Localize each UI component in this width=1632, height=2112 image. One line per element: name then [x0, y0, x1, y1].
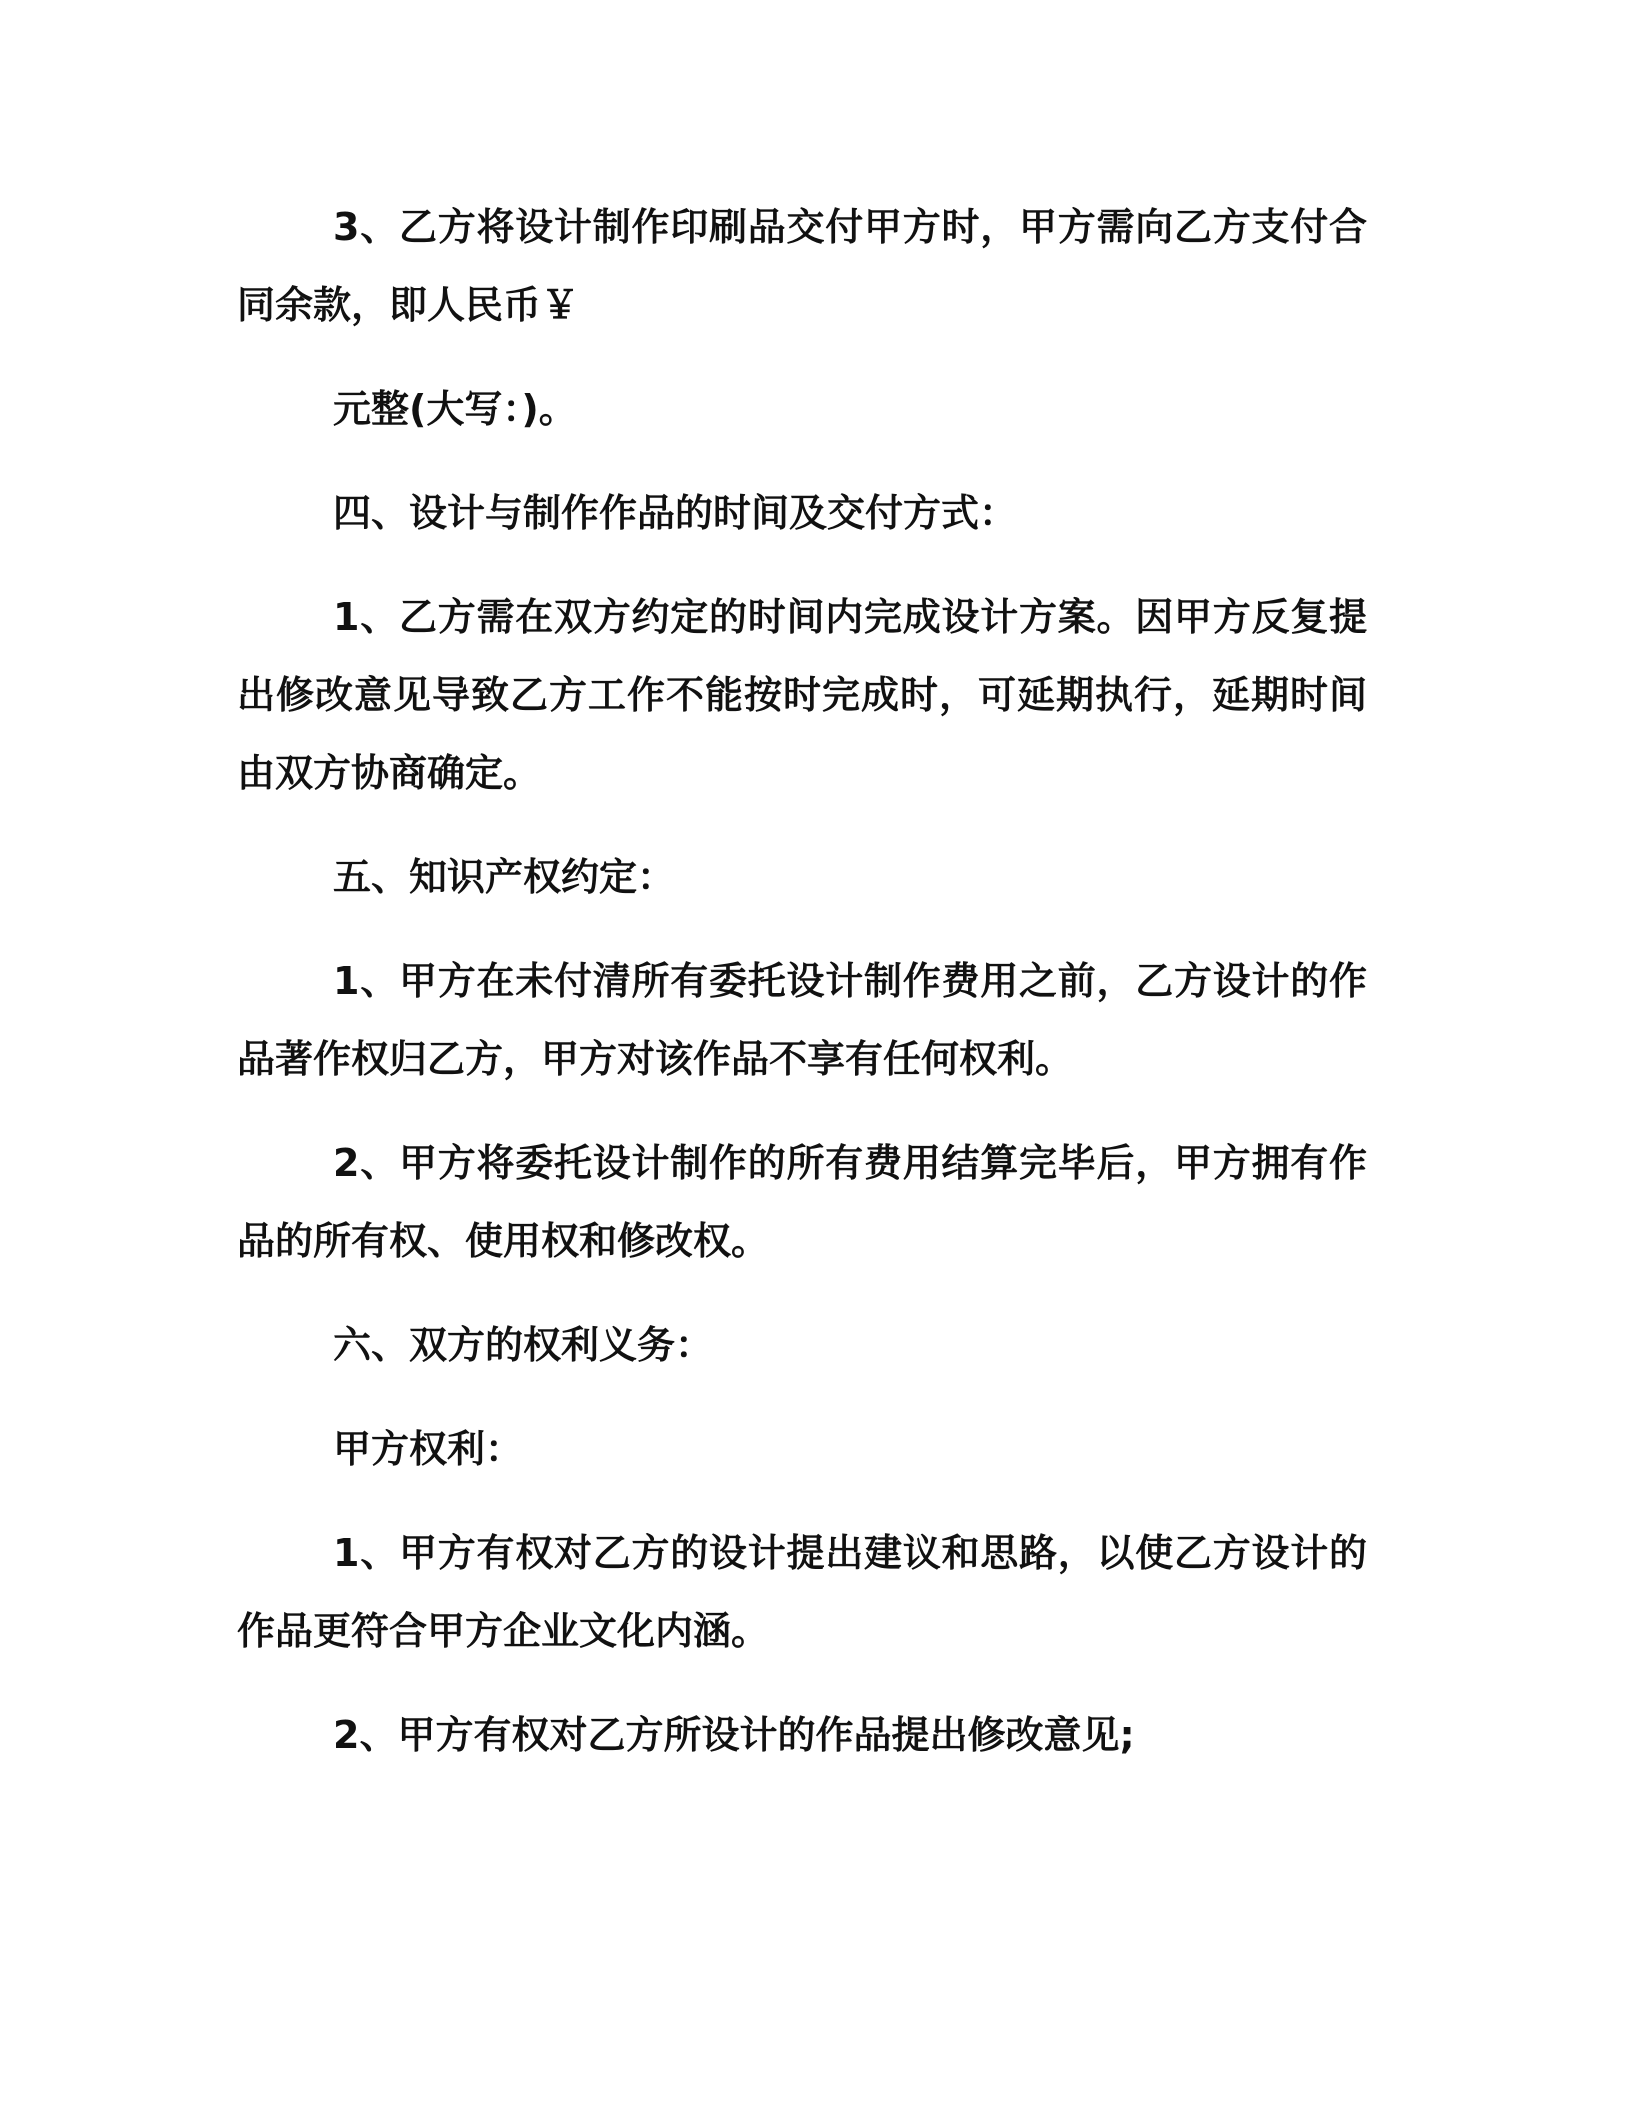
- paragraph-party-a-suggestions: 1、甲方有权对乙方的设计提出建议和思路，以使乙方设计的作品更符合甲方企业文化内涵。: [237, 1531, 1367, 1653]
- paragraph-design-timeline: 1、乙方需在双方约定的时间内完成设计方案。因甲方反复提出修改意见导致乙方工作不能按时完成时，可延期执行，延期时间由双方协商确定。: [237, 595, 1367, 795]
- paragraph-ownership-after-payment: 2、甲方将委托设计制作的所有费用结算完毕后，甲方拥有作品的所有权、使用权和修改权。: [237, 1141, 1367, 1263]
- subheading-party-a-rights: 甲方权利：: [333, 1427, 524, 1471]
- section-heading-rights-obligations: 六、双方的权利义务：: [333, 1323, 714, 1367]
- document-body: [237, 188, 1367, 1774]
- section-heading-delivery: 四、设计与制作作品的时间及交付方式：: [333, 491, 1018, 535]
- section-heading-ip: 五、知识产权约定：: [333, 855, 676, 899]
- paragraph-party-a-revisions: 2、甲方有权对乙方所设计的作品提出修改意见;: [333, 1713, 1135, 1757]
- paragraph-copyright-before-payment: 1、甲方在未付清所有委托设计制作费用之前，乙方设计的作品著作权归乙方，甲方对该作品不享有任何权利。: [237, 959, 1367, 1081]
- paragraph-payment-balance: 3、乙方将设计制作印刷品交付甲方时，甲方需向乙方支付合同余款，即人民币￥: [237, 205, 1367, 327]
- paragraph-amount-words: 元整(大写：)。: [333, 387, 577, 431]
